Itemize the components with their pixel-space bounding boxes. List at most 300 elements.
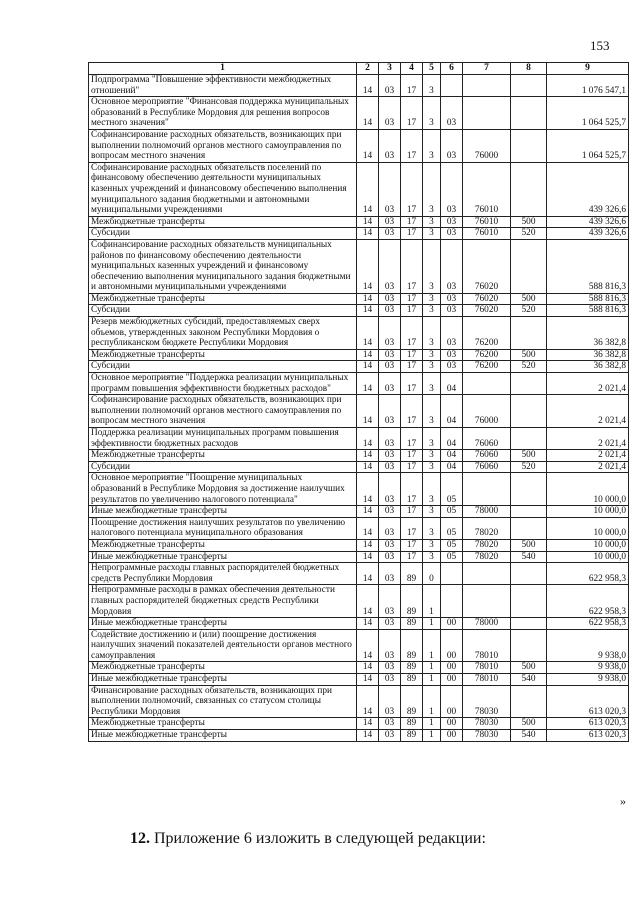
row-sum: 10 000,0 bbox=[547, 473, 629, 506]
row-code-subsection: 03 bbox=[379, 293, 401, 305]
row-code-subsection: 03 bbox=[379, 239, 401, 293]
table-row bbox=[89, 428, 629, 450]
paragraph-text: Приложение 6 изложить в следующей редакции: bbox=[154, 830, 486, 847]
column-header-6: 6 bbox=[441, 63, 463, 75]
row-code-direction: 78020 bbox=[463, 517, 511, 539]
row-code-main-activity: 04 bbox=[441, 395, 463, 428]
row-code-subsection: 03 bbox=[379, 662, 401, 674]
row-code-program: 89 bbox=[401, 585, 423, 618]
row-sum: 588 816,3 bbox=[547, 293, 629, 305]
table-row bbox=[89, 539, 629, 551]
row-code-direction: 76000 bbox=[463, 395, 511, 428]
row-code-main-activity: 04 bbox=[441, 450, 463, 462]
row-code-program: 17 bbox=[401, 539, 423, 551]
row-code-program: 17 bbox=[401, 395, 423, 428]
row-code-direction: 78010 bbox=[463, 662, 511, 674]
row-code-subprogram: 3 bbox=[423, 305, 441, 317]
row-code-section: 14 bbox=[357, 585, 379, 618]
table-row bbox=[89, 450, 629, 462]
row-code-subsection: 03 bbox=[379, 228, 401, 240]
row-name: Иные межбюджетные трансферты bbox=[89, 506, 357, 518]
row-code-expense-type bbox=[511, 618, 547, 630]
row-code-program: 17 bbox=[401, 228, 423, 240]
row-code-subprogram: 3 bbox=[423, 293, 441, 305]
row-code-program: 17 bbox=[401, 239, 423, 293]
table-row bbox=[89, 162, 629, 216]
row-code-program: 89 bbox=[401, 674, 423, 686]
row-sum: 2 021,4 bbox=[547, 395, 629, 428]
row-code-section: 14 bbox=[357, 305, 379, 317]
row-code-direction: 76060 bbox=[463, 428, 511, 450]
row-code-direction: 76000 bbox=[463, 129, 511, 162]
row-code-subprogram: 3 bbox=[423, 228, 441, 240]
row-code-direction: 76060 bbox=[463, 450, 511, 462]
table-row bbox=[89, 395, 629, 428]
row-name: Содействие достижению и (или) поощрение достижения наилучших значений показателей деятельности органов местного самоуправления bbox=[89, 629, 357, 662]
row-code-section: 14 bbox=[357, 450, 379, 462]
row-code-subsection: 03 bbox=[379, 97, 401, 130]
row-sum: 2 021,4 bbox=[547, 450, 629, 462]
row-code-expense-type: 500 bbox=[511, 450, 547, 462]
row-code-direction: 78000 bbox=[463, 618, 511, 630]
row-code-subprogram: 3 bbox=[423, 317, 441, 350]
row-code-program: 89 bbox=[401, 563, 423, 585]
row-code-main-activity: 05 bbox=[441, 517, 463, 539]
row-code-expense-type bbox=[511, 129, 547, 162]
row-name: Поддержка реализации муниципальных программ повышения эффективности бюджетных расходов bbox=[89, 428, 357, 450]
row-code-section: 14 bbox=[357, 75, 379, 97]
row-sum: 613 020,3 bbox=[547, 718, 629, 730]
row-name: Иные межбюджетные трансферты bbox=[89, 618, 357, 630]
row-code-program: 89 bbox=[401, 718, 423, 730]
row-code-subsection: 03 bbox=[379, 361, 401, 373]
row-name: Межбюджетные трансферты bbox=[89, 293, 357, 305]
row-code-program: 89 bbox=[401, 662, 423, 674]
row-code-subprogram: 3 bbox=[423, 461, 441, 473]
row-code-main-activity bbox=[441, 75, 463, 97]
row-code-expense-type: 500 bbox=[511, 293, 547, 305]
row-name: Поощрение достижения наилучших результатов по увеличению налогового потенциала муниципального образования bbox=[89, 517, 357, 539]
column-header-1: 1 bbox=[89, 63, 357, 75]
row-code-main-activity: 00 bbox=[441, 618, 463, 630]
row-code-section: 14 bbox=[357, 293, 379, 305]
row-sum: 1 064 525,7 bbox=[547, 97, 629, 130]
row-sum: 1 064 525,7 bbox=[547, 129, 629, 162]
row-code-expense-type bbox=[511, 585, 547, 618]
table-row bbox=[89, 129, 629, 162]
row-code-program: 17 bbox=[401, 428, 423, 450]
table-row bbox=[89, 551, 629, 563]
row-code-main-activity: 03 bbox=[441, 239, 463, 293]
row-code-expense-type: 520 bbox=[511, 228, 547, 240]
row-name: Субсидии bbox=[89, 305, 357, 317]
table-row bbox=[89, 293, 629, 305]
row-name: Межбюджетные трансферты bbox=[89, 450, 357, 462]
row-code-subsection: 03 bbox=[379, 317, 401, 350]
row-sum: 2 021,4 bbox=[547, 461, 629, 473]
column-header-4: 4 bbox=[401, 63, 423, 75]
row-code-subprogram: 1 bbox=[423, 718, 441, 730]
row-code-program: 17 bbox=[401, 97, 423, 130]
row-code-program: 17 bbox=[401, 129, 423, 162]
table-row bbox=[89, 563, 629, 585]
row-sum: 588 816,3 bbox=[547, 239, 629, 293]
row-code-subprogram: 3 bbox=[423, 517, 441, 539]
row-code-main-activity: 03 bbox=[441, 361, 463, 373]
row-code-main-activity: 04 bbox=[441, 373, 463, 395]
row-code-subsection: 03 bbox=[379, 585, 401, 618]
row-name: Непрограммные расходы в рамках обеспечения деятельности главных распорядителей бюджетных средств Республики Мордовия bbox=[89, 585, 357, 618]
table-row bbox=[89, 228, 629, 240]
row-code-subprogram: 3 bbox=[423, 349, 441, 361]
row-code-program: 17 bbox=[401, 450, 423, 462]
row-name: Субсидии bbox=[89, 461, 357, 473]
row-sum: 36 382,8 bbox=[547, 349, 629, 361]
row-sum: 10 000,0 bbox=[547, 517, 629, 539]
row-code-expense-type bbox=[511, 239, 547, 293]
row-code-section: 14 bbox=[357, 373, 379, 395]
table-row bbox=[89, 317, 629, 350]
row-sum: 36 382,8 bbox=[547, 361, 629, 373]
table-row bbox=[89, 618, 629, 630]
row-code-section: 14 bbox=[357, 685, 379, 718]
row-sum: 622 958,3 bbox=[547, 618, 629, 630]
row-code-expense-type bbox=[511, 75, 547, 97]
row-code-direction: 78030 bbox=[463, 685, 511, 718]
paragraph-number: 12. bbox=[130, 830, 150, 847]
row-code-subprogram: 3 bbox=[423, 473, 441, 506]
row-code-subprogram: 1 bbox=[423, 662, 441, 674]
row-code-direction: 78010 bbox=[463, 674, 511, 686]
row-code-direction bbox=[463, 473, 511, 506]
row-code-program: 17 bbox=[401, 293, 423, 305]
row-code-program: 17 bbox=[401, 506, 423, 518]
row-code-section: 14 bbox=[357, 517, 379, 539]
row-code-section: 14 bbox=[357, 428, 379, 450]
row-code-direction: 78030 bbox=[463, 730, 511, 742]
row-code-direction: 76020 bbox=[463, 305, 511, 317]
row-code-program: 89 bbox=[401, 685, 423, 718]
row-code-subprogram: 3 bbox=[423, 539, 441, 551]
row-code-expense-type: 500 bbox=[511, 349, 547, 361]
row-name: Межбюджетные трансферты bbox=[89, 662, 357, 674]
row-code-subprogram: 1 bbox=[423, 730, 441, 742]
row-sum: 10 000,0 bbox=[547, 539, 629, 551]
row-code-subsection: 03 bbox=[379, 618, 401, 630]
row-code-direction: 76200 bbox=[463, 349, 511, 361]
row-code-subprogram: 3 bbox=[423, 450, 441, 462]
row-code-subprogram: 3 bbox=[423, 97, 441, 130]
row-code-subsection: 03 bbox=[379, 718, 401, 730]
row-code-expense-type: 500 bbox=[511, 718, 547, 730]
row-code-subsection: 03 bbox=[379, 395, 401, 428]
row-code-main-activity bbox=[441, 563, 463, 585]
row-code-main-activity bbox=[441, 585, 463, 618]
row-code-subsection: 03 bbox=[379, 450, 401, 462]
column-header-3: 3 bbox=[379, 63, 401, 75]
row-name: Софинансирование расходных обязательств муниципальных районов по финансовому обеспечению деятельности муниципальных казенных учреждений и финансовому обеспечению выполнения муниципального задания бюджетными и автономными муниципальными учреждениями bbox=[89, 239, 357, 293]
row-code-direction: 76010 bbox=[463, 162, 511, 216]
row-name: Иные межбюджетные трансферты bbox=[89, 730, 357, 742]
row-code-expense-type bbox=[511, 428, 547, 450]
row-name: Подпрограмма "Повышение эффективности межбюджетных отношений" bbox=[89, 75, 357, 97]
row-code-subsection: 03 bbox=[379, 461, 401, 473]
row-code-expense-type bbox=[511, 685, 547, 718]
row-code-expense-type bbox=[511, 373, 547, 395]
row-name: Софинансирование расходных обязательств, возникающих при выполнении полномочий органов местного самоуправления по вопросам местного значения bbox=[89, 395, 357, 428]
row-code-section: 14 bbox=[357, 629, 379, 662]
row-code-main-activity: 00 bbox=[441, 629, 463, 662]
row-code-subsection: 03 bbox=[379, 129, 401, 162]
row-code-main-activity: 05 bbox=[441, 539, 463, 551]
row-sum: 588 816,3 bbox=[547, 305, 629, 317]
row-code-program: 89 bbox=[401, 629, 423, 662]
row-code-section: 14 bbox=[357, 563, 379, 585]
row-code-program: 17 bbox=[401, 551, 423, 563]
row-code-expense-type bbox=[511, 563, 547, 585]
row-code-direction: 78010 bbox=[463, 629, 511, 662]
table-row bbox=[89, 97, 629, 130]
row-sum: 613 020,3 bbox=[547, 685, 629, 718]
row-code-section: 14 bbox=[357, 461, 379, 473]
row-code-section: 14 bbox=[357, 539, 379, 551]
row-code-subprogram: 1 bbox=[423, 618, 441, 630]
column-header-5: 5 bbox=[423, 63, 441, 75]
table-row bbox=[89, 685, 629, 718]
row-name: Субсидии bbox=[89, 228, 357, 240]
row-code-direction: 78000 bbox=[463, 506, 511, 518]
row-code-main-activity: 00 bbox=[441, 685, 463, 718]
row-name: Межбюджетные трансферты bbox=[89, 349, 357, 361]
row-code-program: 17 bbox=[401, 317, 423, 350]
row-code-subsection: 03 bbox=[379, 75, 401, 97]
row-sum: 2 021,4 bbox=[547, 428, 629, 450]
row-code-direction: 78020 bbox=[463, 539, 511, 551]
row-code-expense-type: 520 bbox=[511, 305, 547, 317]
row-code-expense-type bbox=[511, 473, 547, 506]
row-sum: 9 938,0 bbox=[547, 629, 629, 662]
row-code-expense-type: 500 bbox=[511, 216, 547, 228]
row-code-expense-type bbox=[511, 517, 547, 539]
row-code-subprogram: 3 bbox=[423, 361, 441, 373]
row-name: Иные межбюджетные трансферты bbox=[89, 674, 357, 686]
row-code-section: 14 bbox=[357, 228, 379, 240]
row-code-program: 17 bbox=[401, 517, 423, 539]
row-code-direction bbox=[463, 585, 511, 618]
row-code-subprogram: 3 bbox=[423, 162, 441, 216]
row-code-main-activity: 03 bbox=[441, 129, 463, 162]
row-code-program: 89 bbox=[401, 618, 423, 630]
row-code-direction: 76200 bbox=[463, 361, 511, 373]
row-code-section: 14 bbox=[357, 473, 379, 506]
row-code-section: 14 bbox=[357, 718, 379, 730]
row-code-section: 14 bbox=[357, 129, 379, 162]
row-code-subsection: 03 bbox=[379, 674, 401, 686]
row-code-program: 17 bbox=[401, 216, 423, 228]
row-code-expense-type: 520 bbox=[511, 461, 547, 473]
row-code-section: 14 bbox=[357, 162, 379, 216]
row-code-section: 14 bbox=[357, 317, 379, 350]
row-code-subsection: 03 bbox=[379, 551, 401, 563]
row-code-expense-type: 500 bbox=[511, 539, 547, 551]
row-sum: 10 000,0 bbox=[547, 506, 629, 518]
row-code-section: 14 bbox=[357, 506, 379, 518]
row-code-main-activity: 05 bbox=[441, 506, 463, 518]
row-name: Субсидии bbox=[89, 361, 357, 373]
table-row bbox=[89, 361, 629, 373]
row-sum: 36 382,8 bbox=[547, 317, 629, 350]
row-code-subprogram: 3 bbox=[423, 428, 441, 450]
table-row bbox=[89, 662, 629, 674]
row-sum: 1 076 547,1 bbox=[547, 75, 629, 97]
row-code-subprogram: 1 bbox=[423, 585, 441, 618]
row-code-main-activity: 00 bbox=[441, 730, 463, 742]
row-name: Основное мероприятие "Поощрение муниципальных образований в Республике Мордовия за достижение наилучших результатов по увеличению налогового потенциала" bbox=[89, 473, 357, 506]
row-code-program: 89 bbox=[401, 730, 423, 742]
table-row bbox=[89, 75, 629, 97]
table-row bbox=[89, 674, 629, 686]
table-row bbox=[89, 216, 629, 228]
page-number: 153 bbox=[590, 38, 610, 53]
row-code-subprogram: 3 bbox=[423, 216, 441, 228]
row-code-main-activity: 05 bbox=[441, 551, 463, 563]
row-code-direction bbox=[463, 97, 511, 130]
row-code-program: 17 bbox=[401, 473, 423, 506]
row-code-section: 14 bbox=[357, 662, 379, 674]
row-sum: 439 326,6 bbox=[547, 162, 629, 216]
row-code-section: 14 bbox=[357, 361, 379, 373]
row-code-direction bbox=[463, 75, 511, 97]
row-name: Софинансирование расходных обязательств, возникающих при выполнении полномочий органов местного самоуправления по вопросам местного значения bbox=[89, 129, 357, 162]
table-row bbox=[89, 585, 629, 618]
row-code-subsection: 03 bbox=[379, 730, 401, 742]
row-code-subsection: 03 bbox=[379, 517, 401, 539]
row-code-program: 17 bbox=[401, 361, 423, 373]
row-code-direction: 76200 bbox=[463, 317, 511, 350]
row-code-direction: 78020 bbox=[463, 551, 511, 563]
row-code-section: 14 bbox=[357, 97, 379, 130]
column-header-9: 9 bbox=[547, 63, 629, 75]
row-code-main-activity: 03 bbox=[441, 216, 463, 228]
row-code-expense-type: 500 bbox=[511, 662, 547, 674]
row-code-subprogram: 3 bbox=[423, 373, 441, 395]
row-code-expense-type bbox=[511, 162, 547, 216]
row-sum: 613 020,3 bbox=[547, 730, 629, 742]
row-code-subprogram: 1 bbox=[423, 629, 441, 662]
row-sum: 9 938,0 bbox=[547, 674, 629, 686]
row-code-expense-type bbox=[511, 395, 547, 428]
row-code-main-activity: 03 bbox=[441, 162, 463, 216]
row-code-section: 14 bbox=[357, 551, 379, 563]
row-code-subprogram: 3 bbox=[423, 239, 441, 293]
row-code-main-activity: 05 bbox=[441, 473, 463, 506]
row-code-program: 17 bbox=[401, 305, 423, 317]
row-sum: 622 958,3 bbox=[547, 585, 629, 618]
row-code-main-activity: 04 bbox=[441, 428, 463, 450]
row-code-main-activity: 00 bbox=[441, 718, 463, 730]
row-name: Межбюджетные трансферты bbox=[89, 216, 357, 228]
table-row bbox=[89, 629, 629, 662]
row-code-expense-type: 540 bbox=[511, 730, 547, 742]
row-sum: 622 958,3 bbox=[547, 563, 629, 585]
row-code-main-activity: 03 bbox=[441, 349, 463, 361]
table-row bbox=[89, 473, 629, 506]
column-header-7: 7 bbox=[463, 63, 511, 75]
table-row bbox=[89, 349, 629, 361]
row-code-subsection: 03 bbox=[379, 629, 401, 662]
row-code-direction bbox=[463, 563, 511, 585]
row-name: Основное мероприятие "Финансовая поддержка муниципальных образований в Республике Мордовия для решения вопросов местного значения" bbox=[89, 97, 357, 130]
table-row bbox=[89, 461, 629, 473]
row-code-main-activity: 04 bbox=[441, 461, 463, 473]
row-code-subsection: 03 bbox=[379, 506, 401, 518]
row-code-subprogram: 0 bbox=[423, 563, 441, 585]
row-code-subsection: 03 bbox=[379, 216, 401, 228]
table-row bbox=[89, 730, 629, 742]
row-code-subprogram: 3 bbox=[423, 506, 441, 518]
row-code-section: 14 bbox=[357, 216, 379, 228]
closing-quote-mark: » bbox=[620, 794, 626, 808]
row-code-subsection: 03 bbox=[379, 349, 401, 361]
row-code-main-activity: 00 bbox=[441, 662, 463, 674]
table-row bbox=[89, 718, 629, 730]
table-header-row bbox=[89, 63, 629, 75]
row-name: Резерв межбюджетных субсидий, предоставляемых сверх объемов, утвержденных законом Республики Мордовия о республиканском бюджете Республики Мордовия bbox=[89, 317, 357, 350]
row-code-subsection: 03 bbox=[379, 305, 401, 317]
row-code-expense-type: 520 bbox=[511, 361, 547, 373]
row-name: Межбюджетные трансферты bbox=[89, 539, 357, 551]
row-code-section: 14 bbox=[357, 674, 379, 686]
row-code-subsection: 03 bbox=[379, 539, 401, 551]
row-code-main-activity: 03 bbox=[441, 293, 463, 305]
row-code-direction: 76020 bbox=[463, 293, 511, 305]
row-code-section: 14 bbox=[357, 730, 379, 742]
row-code-direction: 76020 bbox=[463, 239, 511, 293]
row-code-direction: 76060 bbox=[463, 461, 511, 473]
row-code-program: 17 bbox=[401, 349, 423, 361]
row-code-direction bbox=[463, 373, 511, 395]
row-code-expense-type bbox=[511, 506, 547, 518]
row-name: Финансирование расходных обязательств, возникающих при выполнении полномочий, связанных со статусом столицы Республики Мордовия bbox=[89, 685, 357, 718]
table-row bbox=[89, 506, 629, 518]
row-code-direction: 76010 bbox=[463, 228, 511, 240]
row-name: Основное мероприятие "Поддержка реализации муниципальных программ повышения эффективности бюджетных расходов" bbox=[89, 373, 357, 395]
row-code-expense-type: 540 bbox=[511, 551, 547, 563]
row-sum: 439 326,6 bbox=[547, 228, 629, 240]
column-header-2: 2 bbox=[357, 63, 379, 75]
row-code-program: 17 bbox=[401, 162, 423, 216]
row-code-program: 17 bbox=[401, 373, 423, 395]
row-code-subprogram: 3 bbox=[423, 129, 441, 162]
row-name: Непрограммные расходы главных распорядителей бюджетных средств Республики Мордовия bbox=[89, 563, 357, 585]
row-code-direction: 76010 bbox=[463, 216, 511, 228]
row-code-section: 14 bbox=[357, 239, 379, 293]
table-row bbox=[89, 517, 629, 539]
budget-table bbox=[88, 62, 629, 742]
row-name: Иные межбюджетные трансферты bbox=[89, 551, 357, 563]
row-code-subsection: 03 bbox=[379, 563, 401, 585]
row-code-main-activity: 03 bbox=[441, 228, 463, 240]
table-row bbox=[89, 239, 629, 293]
row-sum: 10 000,0 bbox=[547, 551, 629, 563]
row-code-expense-type bbox=[511, 97, 547, 130]
row-code-subsection: 03 bbox=[379, 373, 401, 395]
row-code-expense-type bbox=[511, 629, 547, 662]
row-name: Межбюджетные трансферты bbox=[89, 718, 357, 730]
row-code-main-activity: 03 bbox=[441, 97, 463, 130]
row-code-subsection: 03 bbox=[379, 162, 401, 216]
row-code-subprogram: 1 bbox=[423, 685, 441, 718]
